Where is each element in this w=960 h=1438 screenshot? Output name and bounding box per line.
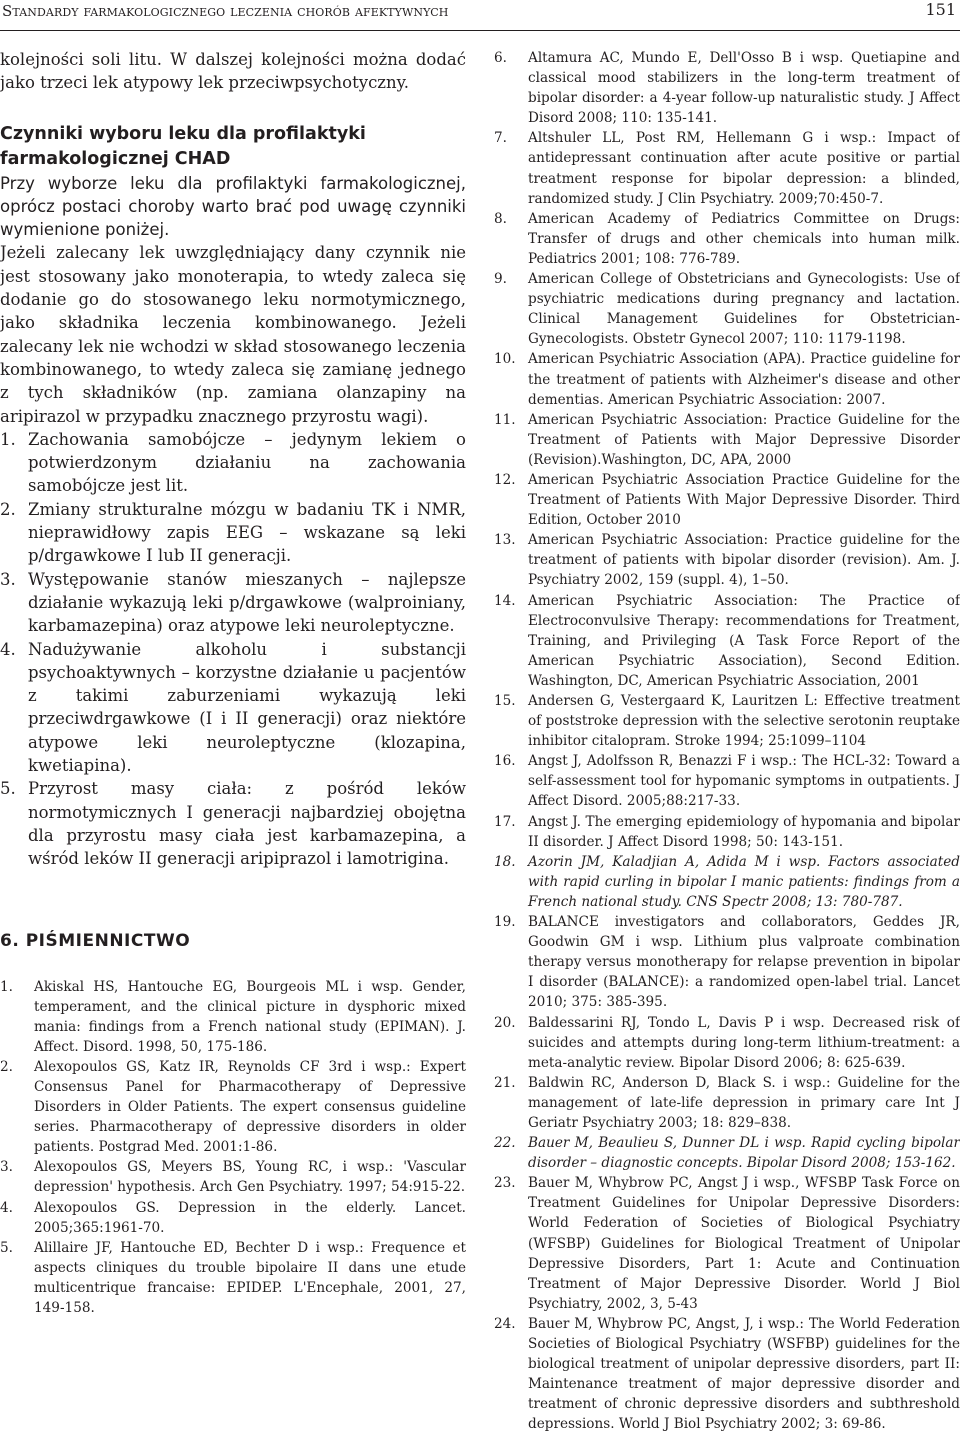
reference-item xyxy=(494,470,960,530)
reference-text: American College of Obstetricians and Gynecologists: Use of psychiatric medications during pregnancy and lactation. Clinical Management Guidelines for Obstetrician-Gynecologists. Obstetr Gynecol 2007; 110: 1179-1198. xyxy=(528,271,960,348)
factor-list xyxy=(0,428,466,871)
factor-text: Występowanie stanów mieszanych – najlepsze działanie wykazują leki p/drgawkowe (walproiniany, karbamazepina) oraz atypowe leki neuroleptyczne. xyxy=(28,569,466,636)
reference-number: 11. xyxy=(494,411,516,428)
intro-paragraph: kolejności soli litu. W dalszej kolejności można dodać jako trzeci lek atypowy lek przeciwpsychotyczny. xyxy=(0,50,466,93)
reference-text: Alillaire JF, Hantouche ED, Bechter D i wsp.: Frequence et aspects cliniques du trouble bipolaire II dans une etude multicentrique francaise: EPIDEP. L'Encephale, 2001, 27, 149-158. xyxy=(34,1239,466,1316)
reference-number: 17. xyxy=(494,813,516,830)
reference-item xyxy=(494,128,960,208)
references-heading: 6. PIŚMIENNICTWO xyxy=(0,930,191,951)
reference-text: American Psychiatric Association Practice Guideline for the Treatment of Patients With Major Depressive Disorder. Third Edition, October 2010 xyxy=(528,471,960,529)
factor-item xyxy=(0,428,466,498)
header-rule xyxy=(0,30,960,31)
reference-text: Altshuler LL, Post RM, Hellemann G i wsp.: Impact of antidepressant continuation after acute positive or partial treatment response for bipolar depression: a blinded, randomized study. J Clin Psychiatry. 2009;70:450-7. xyxy=(528,130,960,207)
factor-item xyxy=(0,568,466,638)
reference-item xyxy=(494,209,960,269)
reference-number: 20. xyxy=(494,1014,516,1031)
reference-item xyxy=(494,1133,960,1173)
factor-text: Przyrost masy ciała: z pośród leków normotymicznych I generacji najbardziej obojętna dla przyrostu masy ciała jest karbamazepina, a wśród leków II generacji aripiprazol i lamotrigina. xyxy=(28,779,466,869)
reference-number: 24. xyxy=(494,1315,516,1332)
reference-number: 14. xyxy=(494,592,516,609)
body-paragraph: Jeżeli zalecany lek uwzględniający dany czynnik nie jest stosowany jako monoterapia, to wtedy zaleca się dodanie go do stosowanego leku normotymicznego, jako składnika leczenia kombinowanego. Jeżeli zalecany lek nie wchodzi w skład stosowanego leczenia kombinowanego, to wtedy zaleca się zamianę jednego z tych składników (np. zamiana olanzapiny na aripirazol w przypadku znacznego przyrostu wagi). xyxy=(0,243,466,426)
reference-item xyxy=(0,1057,466,1157)
reference-item xyxy=(494,410,960,470)
reference-item xyxy=(494,1314,960,1435)
factor-number: 2. xyxy=(0,499,16,519)
running-title: Standardy farmakologicznego leczenia chorób afektywnych xyxy=(2,2,449,20)
reference-text: Akiskal HS, Hantouche EG, Bourgeois ML i wsp. Gender, temperament, and the clinical picture in dysphoric mixed mania: findings from a French national study (EPIMAN). J. Affect. Disord. 1998, 50, 175-186. xyxy=(34,978,466,1055)
reference-number: 8. xyxy=(494,210,507,227)
reference-text: Baldwin RC, Anderson D, Black S. i wsp.: Guideline for the management of late-life depression in primary care Int J Geriatr Psychiatry 2003; 18: 829–838. xyxy=(528,1074,960,1131)
reference-item xyxy=(0,1198,466,1238)
reference-text: BALANCE investigators and collaborators, Geddes JR, Goodwin GM i wsp. Lithium plus valproate combination therapy versus monotherapy for relapse prevention in bipolar I disorder (BALANCE): a randomized open-label trial. Lancet 2010; 375: 385-395. xyxy=(528,914,960,1011)
reference-item xyxy=(494,812,960,852)
factor-item xyxy=(0,638,466,778)
factor-item xyxy=(0,777,466,870)
reference-item xyxy=(494,48,960,128)
reference-item xyxy=(494,530,960,590)
reference-number: 2. xyxy=(0,1058,13,1075)
section-heading: Czynniki wyboru leku dla profilaktyki farmakologicznej CHAD xyxy=(0,123,366,169)
reference-text: Angst J, Adolfsson R, Benazzi F i wsp.: The HCL-32: Toward a self-assessment tool for hypomanic symptoms in outpatients. J Affect Disord. 2005;88:217-33. xyxy=(528,753,960,810)
factor-text: Zachowania samobójcze – jedynym lekiem o potwierdzonym działaniu na zachowania samobójcze jest lit. xyxy=(28,429,466,496)
reference-text: American Academy of Pediatrics Committee on Drugs: Transfer of drugs and other chemicals into human milk. Pediatrics 2001; 108: 776-789. xyxy=(528,210,960,267)
reference-number: 5. xyxy=(0,1239,13,1256)
reference-text: Bauer M, Whybrow PC, Angst, J, i wsp.: The World Federation Societies of Biological Psychiatry (WSFBP) guidelines for the biological treatment of unipolar depressive disorders, part II: Maintenance treatment of major depressive disorder and treatment of chronic depressive disorders and subthreshold depressions. World J Biol Psychiatry 2002; 3: 69-86. xyxy=(528,1315,960,1433)
reference-number: 12. xyxy=(494,471,516,488)
reference-number: 16. xyxy=(494,753,516,770)
reference-item xyxy=(494,912,960,1012)
right-column xyxy=(494,48,960,1434)
page-number: 151 xyxy=(925,0,956,19)
reference-list-right xyxy=(494,48,960,1434)
reference-text: Alexopoulos GS, Meyers BS, Young RC, i wsp.: 'Vascular depression' hypothesis. Arch Gen Psychiatry. 1997; 54:915-22. xyxy=(34,1159,466,1196)
reference-text: Andersen G, Vestergaard K, Lauritzen L: Effective treatment of poststroke depression with the selective serotonin reuptake inhibitor citalopram. Stroke 1994; 25:1099–1104 xyxy=(528,693,960,750)
reference-item xyxy=(0,1157,466,1197)
factor-text: Zmiany strukturalne mózgu w badaniu TK i NMR, nieprawidłowy zapis EEG – wskazane są leki p/drgawkowe I lub II generacji. xyxy=(28,499,466,566)
reference-text: American Psychiatric Association: Practice guideline for the treatment of patients with bipolar disorder (revision). Am. J. Psychiatry 2002, 159 (suppl. 4), 1–50. xyxy=(528,532,960,589)
reference-number: 18. xyxy=(494,853,516,870)
reference-text: Angst J. The emerging epidemiology of hypomania and bipolar II disorder. J Affect Disord 1998; 50: 143-151. xyxy=(528,813,960,850)
reference-text: American Psychiatric Association: Practice Guideline for the Treatment of Patients with Major Depressive Disorder (Revision).Washington, DC, APA, 2000 xyxy=(528,411,960,468)
reference-number: 13. xyxy=(494,532,516,549)
reference-item xyxy=(0,1238,466,1318)
reference-text: Bauer M, Whybrow PC, Angst J i wsp., WFSBP Task Force on Treatment Guidelines for Unipolar Depressive Disorders: World Federation of Societies of Biological Psychiatry (WFSBP) Guidelines for Biological Treatment of Unipolar Depressive Disorders, Part 1: Acute and Continuation Treatment of Major Depressive Disorder. World J Biol Psychiatry, 2002, 3, 5-43 xyxy=(528,1175,960,1312)
reference-number: 22. xyxy=(494,1135,516,1152)
reference-item xyxy=(494,751,960,811)
factor-number: 3. xyxy=(0,569,16,589)
reference-number: 1. xyxy=(0,978,13,995)
reference-number: 15. xyxy=(494,693,516,709)
factor-text: Nadużywanie alkoholu i substancji psychoaktywnych – korzystne działanie u pacjentów z takimi zaburzeniami wykazują leki przeciwdrgawkowe (I i II generacji) oraz niektóre atypowe leki neuroleptyczne (klozapina, kwetiapina). xyxy=(28,639,466,776)
reference-item xyxy=(494,1073,960,1133)
reference-number: 10. xyxy=(494,351,516,368)
reference-item xyxy=(494,349,960,409)
reference-list-left xyxy=(0,977,466,1319)
page-header xyxy=(0,0,960,30)
reference-number: 9. xyxy=(494,271,507,288)
reference-text: Alexopoulos GS. Depression in the elderly. Lancet. 2005;365:1961-70. xyxy=(34,1199,466,1236)
reference-number: 7. xyxy=(494,130,507,147)
factor-number: 1. xyxy=(0,429,16,449)
factor-item xyxy=(0,498,466,568)
reference-number: 21. xyxy=(494,1074,516,1091)
subheading-paragraph: Przy wyborze leku dla profilaktyki farmakologicznej, oprócz postaci choroby warto brać pod uwagę czynniki wymienione poniżej. xyxy=(0,173,466,240)
reference-item xyxy=(494,691,960,751)
factor-number: 5. xyxy=(0,779,16,799)
reference-item xyxy=(0,977,466,1057)
reference-item xyxy=(494,1013,960,1073)
reference-text: Altamura AC, Mundo E, Dell'Osso B i wsp. Quetiapine and classical mood stabilizers in the long-term treatment of bipolar disorder: a 4-year follow-up naturalistic study. J Affect Disord 2008; 110: 135-141. xyxy=(528,50,960,127)
reference-item xyxy=(494,591,960,691)
reference-number: 19. xyxy=(494,914,516,931)
reference-text: Bauer M, Beaulieu S, Dunner DL i wsp. Rapid cycling bipolar disorder – diagnostic concepts. Bipolar Disord 2008; 153-162. xyxy=(528,1135,960,1172)
reference-item xyxy=(494,1173,960,1314)
reference-number: 4. xyxy=(0,1199,13,1216)
reference-text: Alexopoulos GS, Katz IR, Reynolds CF 3rd i wsp.: Expert Consensus Panel for Pharmacotherapy of Depressive Disorders in Older Patients. The expert consensus guideline series. Pharmacotherapy of depressive disorders in older patients. Postgrad Med. 2001:1-86. xyxy=(34,1058,466,1156)
reference-number: 3. xyxy=(0,1159,13,1176)
reference-number: 23. xyxy=(494,1175,516,1192)
reference-text: American Psychiatric Association: The Practice of Electroconvulsive Therapy: recommendations for Treatment, Training, and Privileging (A Task Force Report of the American Psychiatric Association), Second Edition. Washington, DC, American Psychiatric Association, 2001 xyxy=(528,592,960,689)
factor-number: 4. xyxy=(0,639,16,659)
reference-text: Azorin JM, Kaladjian A, Adida M i wsp. Factors associated with rapid curling in bipolar I manic patients: findings from a French national study. CNS Spectr 2008; 13: 780-787. xyxy=(528,853,960,910)
reference-text: American Psychiatric Association (APA). Practice guideline for the treatment of patients with Alzheimer's disease and other dementias. American Psychiatric Association: 2007. xyxy=(528,351,960,408)
reference-item xyxy=(494,269,960,349)
reference-number: 6. xyxy=(494,50,507,66)
left-column xyxy=(0,48,466,1318)
reference-text: Baldessarini RJ, Tondo L, Davis P i wsp. Decreased risk of suicides and attempts during long-term lithium-treatment: a meta-analytic review. Bipolar Disord 2006; 8: 625-639. xyxy=(528,1014,960,1071)
reference-item xyxy=(494,852,960,912)
